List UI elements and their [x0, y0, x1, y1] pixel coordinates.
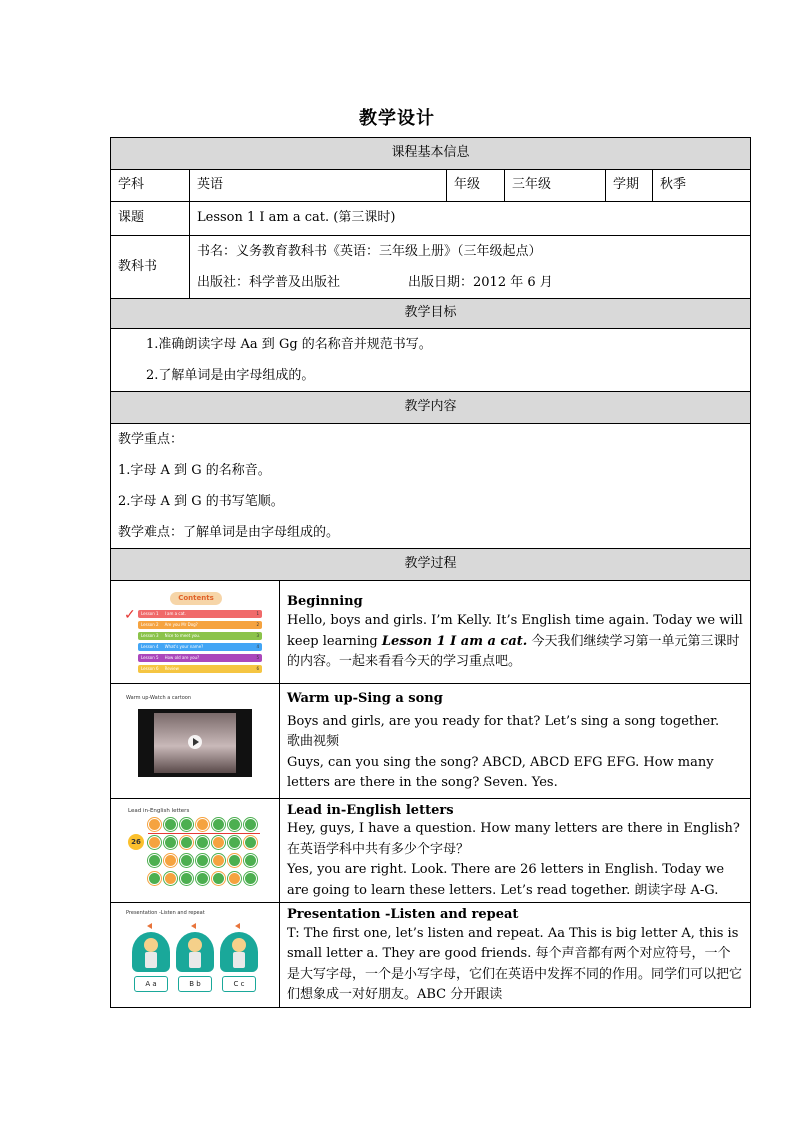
letter-circle-icon: [164, 872, 177, 885]
contents-number: 1: [256, 611, 259, 616]
goal-item: 2.了解单词是由字母组成的。: [146, 368, 315, 383]
letter-circle-icon: [164, 836, 177, 849]
letter-circle-icon: [228, 872, 241, 885]
character-illustration: [132, 932, 170, 972]
key-point-item: 2.字母 A 到 G 的书写笔顺。: [118, 494, 284, 509]
check-mark-icon: ✓: [124, 607, 136, 623]
letter-circle-icon: [180, 854, 193, 867]
letter-circle-icon: [228, 818, 241, 831]
publish-date: 出版日期：2012 年 6 月: [408, 275, 553, 290]
character-illustration: [176, 932, 214, 972]
step-presentation: [280, 903, 751, 1008]
step-lead-in: [280, 799, 751, 903]
letter-card: [176, 932, 214, 996]
topic-value: Lesson 1 I am a cat. (第三课时): [190, 202, 751, 236]
character-body: [233, 952, 245, 968]
letters-slide: [122, 804, 268, 898]
letter-circle-icon: [244, 818, 257, 831]
character-illustration: [220, 932, 258, 972]
contents-lesson-name: What's your name?: [164, 644, 204, 649]
step-text: Boys and girls, are you ready for that? Let’s sing a song together.: [287, 713, 720, 729]
contents-number: 6: [256, 666, 259, 671]
letter-circle-icon: [164, 818, 177, 831]
step-text: T: The first one, let’s listen and repeat. Aa This is big letter A, this is small letter a. They are good friends. 每个声音都有两个对应符号，一个是大写字母，一个是小写字母，它们在英语中发挥不同的作用。同学们可以把它们想象成一对好朋友。ABC 分开跟读: [287, 925, 743, 1003]
goals-list: [111, 329, 751, 392]
letter-circle-icon: [148, 836, 161, 849]
letter-circle-icon: [196, 818, 209, 831]
contents-number: 2: [256, 622, 259, 627]
letter-circle-icon: [212, 836, 225, 849]
goal-item: 1.准确朗读字母 Aa 到 Gg 的名称音并规范书写。: [146, 337, 432, 352]
letter-circle-icon: [180, 836, 193, 849]
step-text: Hey, guys, I have a question. How many letters are there in English? 在英语学科中共有多少个字母？: [287, 821, 740, 857]
step-warm-up: [280, 684, 751, 799]
presentation-slide: [122, 908, 268, 1003]
contents-lesson: Lesson 4: [141, 644, 159, 649]
letter-circle-icon: [148, 872, 161, 885]
play-icon[interactable]: [188, 735, 202, 749]
speaker-icon: [191, 923, 196, 929]
character-head: [144, 938, 158, 952]
lesson-plan-table: [110, 137, 751, 1008]
term-label: 学期: [606, 170, 653, 202]
step-text: Hello, boys and girls. I’m Kelly. It’s English time again. Today we will keep learning: [287, 613, 743, 649]
letter-circle-icon: [244, 836, 257, 849]
step-beginning: [280, 581, 751, 684]
contents-row: [138, 665, 262, 673]
letter-circle-icon: [180, 818, 193, 831]
letter-circle-icon: [196, 872, 209, 885]
contents-row: [138, 654, 262, 662]
slide-thumbnail-contents: [111, 581, 280, 684]
contents-lesson-name: Nice to meet you.: [164, 633, 201, 638]
letter-card-label: A a: [134, 976, 168, 992]
letter-circle-icon: [228, 854, 241, 867]
speaker-icon: [147, 923, 152, 929]
letter-count-badge: 26: [128, 834, 144, 850]
letter-circle-icon: [244, 854, 257, 867]
contents-lesson: Lesson 3: [141, 633, 159, 638]
letter-circle-icon: [212, 872, 225, 885]
contents-slide: [122, 588, 268, 676]
character-head: [188, 938, 202, 952]
letter-circle-icon: [196, 836, 209, 849]
section-basic-info: 课程基本信息: [111, 138, 751, 170]
character-body: [189, 952, 201, 968]
key-point-item: 1.字母 A 到 G 的名称音。: [118, 463, 271, 478]
letter-circle-icon: [212, 854, 225, 867]
contents-row: [138, 643, 262, 651]
slide-thumbnail-letters: [111, 799, 280, 903]
publisher: 出版社：科学普及出版社: [197, 275, 341, 290]
letter-circle-icon: [228, 836, 241, 849]
slide-title: Presentation -Listen and repeat: [126, 909, 205, 916]
contents-row: [138, 610, 262, 618]
difficulty: 教学难点：了解单词是由字母组成的。: [118, 525, 340, 540]
step-heading: Lead in-English letters: [287, 802, 454, 818]
contents-number: 4: [256, 644, 259, 649]
lesson-title-emphasis: Lesson 1 I am a cat.: [381, 633, 528, 649]
slide-contents-title: Contents: [170, 592, 222, 605]
letter-circle-icon: [244, 872, 257, 885]
contents-lesson: Lesson 6: [141, 666, 159, 671]
character-head: [232, 938, 246, 952]
contents-number: 5: [256, 655, 259, 660]
slide-title: Warm up-Watch a cartoon: [126, 695, 191, 701]
step-heading: Beginning: [287, 594, 363, 610]
slide-title: Lead in-English letters: [128, 807, 190, 814]
section-process: 教学过程: [111, 549, 751, 581]
divider-line: [148, 833, 260, 834]
speaker-icon: [235, 923, 240, 929]
grade-label: 年级: [447, 170, 505, 202]
contents-lesson: Lesson 5: [141, 655, 159, 660]
letter-card-label: C c: [222, 976, 256, 992]
letter-circle-icon: [148, 854, 161, 867]
contents-row: [138, 632, 262, 640]
letter-card: [220, 932, 258, 996]
letter-circle-icon: [196, 854, 209, 867]
contents-number: 3: [256, 633, 259, 638]
letter-card: [132, 932, 170, 996]
letter-circle-icon: [164, 854, 177, 867]
slide-thumbnail-presentation: [111, 903, 280, 1008]
contents-lesson: Lesson 1: [141, 611, 159, 616]
grade-value: 三年级: [505, 170, 606, 202]
topic-label: 课题: [111, 202, 190, 236]
contents-lesson: Lesson 2: [141, 622, 159, 627]
step-text: Yes, you are right. Look. There are 26 letters in English. Today we are going to learn these letters. Let’s read together. 朗读字母 A-G.: [287, 862, 725, 898]
letter-card-label: B b: [178, 976, 212, 992]
textbook-details: [190, 236, 751, 299]
document-title: 教学设计: [359, 108, 435, 129]
contents-lesson-name: Review: [164, 666, 179, 671]
letter-circle-icon: [148, 818, 161, 831]
contents-lesson-name: I am a cat.: [164, 611, 186, 616]
textbook-label: 教科书: [111, 236, 190, 299]
step-text: 歌曲视频: [287, 734, 340, 750]
warmup-slide: [122, 693, 268, 789]
step-heading: Presentation -Listen and repeat: [287, 907, 519, 923]
step-heading: Warm up-Sing a song: [287, 691, 443, 707]
subject-label: 学科: [111, 170, 190, 202]
contents-lesson-name: How old are you?: [164, 655, 200, 660]
content-list: [111, 424, 751, 549]
character-body: [145, 952, 157, 968]
section-content: 教学内容: [111, 392, 751, 424]
key-points-heading: 教学重点：: [118, 432, 184, 447]
letter-circle-icon: [212, 818, 225, 831]
term-value: 秋季: [653, 170, 751, 202]
video-frame[interactable]: [138, 709, 252, 777]
subject-value: 英语: [190, 170, 447, 202]
slide-thumbnail-video: [111, 684, 280, 799]
section-goals: 教学目标: [111, 299, 751, 329]
letter-circle-icon: [180, 872, 193, 885]
contents-lesson-name: Are you Mr Dog?: [164, 622, 198, 627]
contents-row: [138, 621, 262, 629]
step-text: Guys, can you sing the song? ABCD, ABCD EFG EFG. How many letters are there in the song? Seven. Yes.: [287, 754, 714, 791]
book-name: 书名：义务教育教科书《英语：三年级上册》（三年级起点）: [197, 244, 542, 259]
step-text: 今天我们继续学习第一单元第三课时的内容。一起来看看今天的学习重点吧。: [287, 633, 740, 670]
